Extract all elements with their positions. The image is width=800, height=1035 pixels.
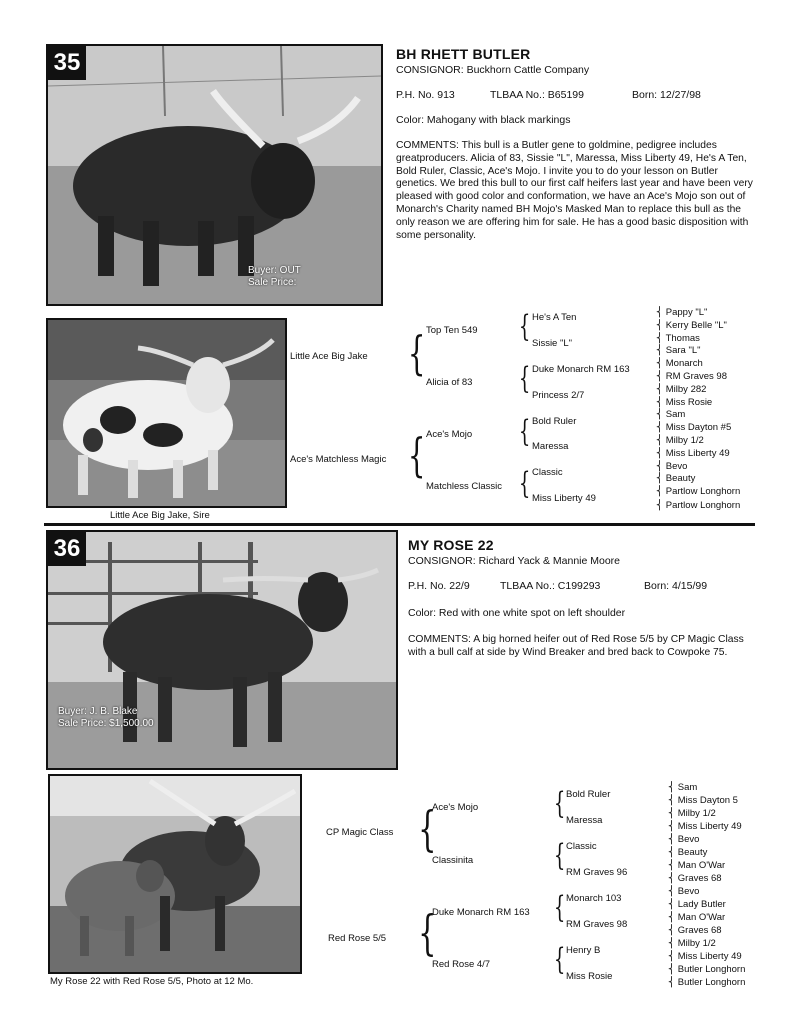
pedigree-gen4: ⎨ Sam (656, 409, 686, 421)
pedigree-gen4: ⎨ Miss Liberty 49 (668, 951, 742, 962)
pedigree-gen4: ⎨ Butler Longhorn (668, 964, 746, 975)
color-description: Color: Mahogany with black markings (396, 114, 571, 126)
brace-icon: { (418, 801, 437, 857)
consignor: CONSIGNOR: Richard Yack & Mannie Moore (408, 555, 621, 567)
pedigree-gen4: ⎨ Miss Rosie (656, 396, 713, 408)
cow-and-calf-image (50, 776, 300, 972)
section-divider (44, 523, 755, 526)
pedigree-gen4: ⎨ Bevo (668, 886, 700, 897)
brace-icon: { (553, 786, 566, 821)
photo-caption: My Rose 22 with Red Rose 5/5, Photo at 12 Mo. (50, 976, 254, 987)
comments-text: COMMENTS: This bull is a Butler gene to goldmine, pedigree includes greatproducers. Alicia of 83, Sissie "L", Maressa, Miss Liberty 49, He's A Ten, Bold Ruler, Classic, Ace's Mojo. I invite you to do your lesson on Butler genetics. We bred this bull to our first calf heifers last year and have been very pleased with good color and conformation, we have an Ace's Mojo son out of Monarch's Charity named BH Mojo's Masked Man to replace this bull as the only reason we are offering him for sale. He has a good basic disposition with some personality. (396, 140, 753, 241)
brace-icon: { (553, 838, 566, 873)
pedigree-gen4: ⎨ Pappy "L" (656, 307, 708, 318)
pedigree-gen4: ⎨ Beauty (656, 473, 696, 485)
tlbaa-number: TLBAA No.: C199293 (500, 580, 601, 592)
pedigree-gen3: Classic (532, 467, 563, 478)
pedigree-gen3: Duke Monarch RM 163 (532, 364, 630, 375)
pedigree-gen2: Duke Monarch RM 163 (432, 907, 530, 918)
sire-bull-image (48, 320, 285, 506)
buyer-label: Buyer: J. B. Blake (58, 706, 138, 717)
lot-number-badge: 35 (48, 46, 86, 80)
pedigree-gen2: Ace's Mojo (426, 429, 473, 440)
pedigree-gen2: Top Ten 549 (426, 325, 478, 336)
longhorn-bull-image (48, 46, 381, 304)
pedigree-gen4: ⎨ Milby 1/2 (668, 938, 716, 949)
brace-icon: { (407, 326, 426, 380)
pedigree-gen4: ⎨ Graves 68 (668, 925, 722, 936)
pedigree-gen3: Henry B (566, 945, 601, 956)
pedigree-gen3: Monarch 103 (566, 893, 622, 904)
comments-text: COMMENTS: A big horned heifer out of Red Rose 5/5 by CP Magic Class with a bull calf at side by Wind Breaker and bred back to Cowpoke 75. (408, 634, 744, 658)
color-description: Color: Red with one white spot on left shoulder (408, 607, 626, 619)
pedigree-gen3: He's A Ten (532, 312, 577, 323)
pedigree-gen4: ⎨ Partlow Longhorn (656, 486, 741, 498)
pedigree-gen4: ⎨ Graves 68 (668, 873, 722, 884)
buyer-label: Buyer: OUT (248, 265, 301, 276)
brace-icon: { (518, 414, 531, 449)
pedigree-gen4: ⎨ Beauty (668, 847, 708, 858)
pedigree-gen4: ⎨ Miss Liberty 49 (656, 447, 730, 459)
animal-name: BH RHETT BUTLER (396, 46, 531, 62)
brace-icon: { (518, 361, 531, 396)
pedigree-sire: Little Ace Big Jake (290, 351, 368, 362)
pedigree-gen3: Bold Ruler (532, 416, 577, 427)
pedigree-gen4: ⎨ Man O'War (668, 860, 726, 871)
pedigree-gen2: Ace's Mojo (432, 802, 479, 813)
pedigree-gen4: ⎨ Lady Butler (668, 899, 726, 910)
lot-35-details (396, 46, 766, 242)
registration-line (408, 580, 768, 593)
pedigree-gen3: Miss Liberty 49 (532, 493, 596, 504)
pedigree-sire: CP Magic Class (326, 827, 394, 838)
pedigree-gen4: ⎨ Miss Dayton 5 (668, 795, 738, 806)
pedigree-dam: Red Rose 5/5 (328, 933, 387, 944)
brace-icon: { (518, 466, 531, 501)
pedigree-gen4: ⎨ Miss Liberty 49 (668, 821, 742, 832)
pedigree-gen4: ⎨ Butler Longhorn (668, 977, 746, 988)
ph-number: P.H. No. 913 (396, 89, 455, 101)
pedigree-gen2: Red Rose 4/7 (432, 959, 491, 970)
pedigree-gen4: ⎨ Miss Dayton #5 (656, 422, 732, 434)
pedigree-gen3: RM Graves 98 (566, 919, 628, 930)
born-date: Born: 12/27/98 (632, 89, 701, 101)
sale-price-label: Sale Price: $1,500.00 (58, 718, 154, 729)
pedigree-gen3: Classic (566, 841, 597, 852)
pedigree-gen3: Bold Ruler (566, 789, 611, 800)
lot-number-badge: 36 (48, 532, 86, 566)
pedigree-gen2: Alicia of 83 (426, 377, 473, 388)
brace-icon: { (518, 309, 531, 344)
pedigree-gen3: Maressa (532, 441, 569, 452)
sire-caption: Little Ace Big Jake, Sire (110, 510, 210, 521)
pedigree-gen4: ⎨ Sam (668, 782, 698, 793)
pedigree-gen3: Miss Rosie (566, 971, 613, 982)
brace-icon: { (553, 942, 566, 977)
brace-icon: { (407, 428, 426, 482)
lot-35-main-photo (46, 44, 383, 306)
pedigree-gen4: ⎨ Thomas (656, 332, 700, 344)
pedigree-gen3: Maressa (566, 815, 603, 826)
pedigree-gen4: ⎨ RM Graves 98 (656, 371, 728, 382)
tlbaa-number: TLBAA No.: B65199 (490, 89, 584, 101)
pedigree-gen4: ⎨ Partlow Longhorn (656, 500, 741, 511)
pedigree-gen4: ⎨ Milby 282 (656, 383, 707, 395)
buyer-info (248, 265, 301, 289)
sale-price-label: Sale Price: (248, 277, 297, 288)
ph-number: P.H. No. 22/9 (408, 580, 470, 592)
brace-icon: { (418, 905, 437, 961)
pedigree-gen2: Matchless Classic (426, 481, 503, 492)
pedigree-gen4: ⎨ Bevo (668, 834, 700, 845)
pedigree-gen4: ⎨ Milby 1/2 (668, 808, 716, 819)
pedigree-gen4: ⎨ Milby 1/2 (656, 435, 704, 446)
lot-36-details (408, 537, 768, 660)
consignor: CONSIGNOR: Buckhorn Cattle Company (396, 64, 590, 76)
buyer-info (58, 706, 154, 730)
sire-photo (46, 318, 287, 508)
pedigree-gen3: Princess 2/7 (532, 390, 585, 401)
pedigree-gen3: RM Graves 96 (566, 867, 628, 878)
born-date: Born: 4/15/99 (644, 580, 708, 592)
lot-36-main-photo (46, 530, 398, 770)
pedigree-gen4: ⎨ Monarch (656, 358, 703, 370)
pedigree-dam: Ace's Matchless Magic (290, 454, 387, 465)
pedigree-gen2: Classinita (432, 855, 474, 866)
pedigree-gen4: ⎨ Bevo (656, 460, 688, 472)
pedigree-gen4: ⎨ Man O'War (668, 912, 726, 923)
longhorn-heifer-image (48, 532, 396, 768)
pedigree-gen4: ⎨ Sara "L" (656, 345, 701, 357)
animal-name: MY ROSE 22 (408, 537, 494, 553)
pedigree-gen3: Sissie "L" (532, 338, 573, 349)
brace-icon: { (553, 890, 566, 925)
registration-line (396, 89, 766, 102)
lot-36-second-photo (48, 774, 302, 974)
pedigree-gen4: ⎨ Kerry Belle "L" (656, 319, 727, 331)
